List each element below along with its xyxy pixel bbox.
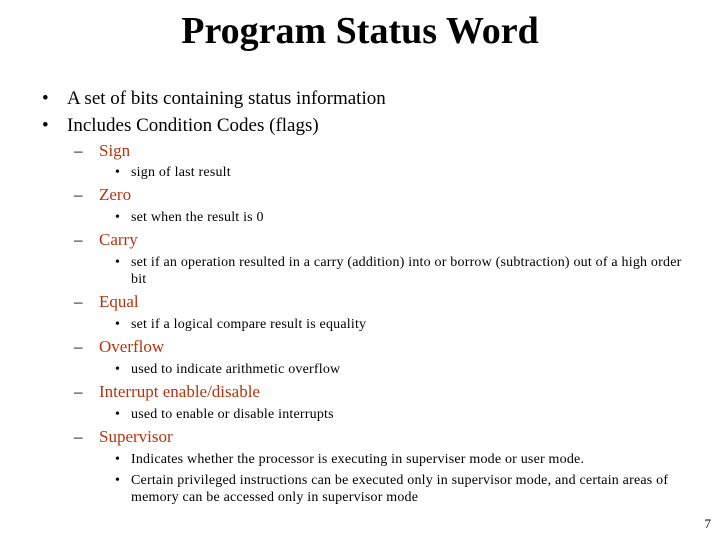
dash-icon: – [74,427,83,446]
bullet-icon: • [115,255,121,270]
flag-detail [115,451,685,468]
flag-item-supervisor [74,427,173,447]
bullet-icon: • [115,452,121,467]
dash-icon: – [74,292,83,311]
flag-detail-text: set if a logical compare result is equality [131,317,367,332]
dash-icon: – [74,382,83,401]
flag-item-carry [74,230,138,250]
flag-detail [115,316,685,333]
flag-detail-text: set when the result is 0 [131,210,264,225]
bullet-item [42,88,386,110]
flag-detail [115,361,685,378]
dash-icon: – [74,337,83,356]
flag-item-equal [74,292,139,312]
flag-name: Interrupt enable/disable [99,382,260,401]
bullet-icon: • [42,88,49,109]
bullet-icon: • [115,210,121,225]
bullet-icon: • [42,115,49,136]
flag-detail-text: used to enable or disable interrupts [131,407,334,422]
flag-name: Supervisor [99,427,173,446]
bullet-icon: • [115,407,121,422]
dash-icon: – [74,185,83,204]
dash-icon: – [74,230,83,249]
flag-item-zero [74,185,131,205]
flag-detail-text: Certain privileged instructions can be executed only in supervisor mode, and certain areas of memory can be accessed only in supervisor mode [131,473,669,505]
dash-icon: – [74,141,83,160]
flag-detail [115,209,685,226]
flag-name: Equal [99,292,139,311]
flag-detail [115,164,685,181]
flag-name: Overflow [99,337,165,356]
bullet-icon: • [115,362,121,377]
flag-detail-text: set if an operation resulted in a carry (addition) into or borrow (subtraction) out of a high order bit [131,255,682,287]
bullet-item [42,115,319,137]
flag-item-overflow [74,337,164,357]
flag-item-interrupt [74,382,260,402]
bullet-icon: • [115,165,121,180]
bullet-icon: • [115,317,121,332]
slide-title: Program Status Word [181,10,539,52]
flag-name: Zero [99,185,132,204]
flag-detail-text: sign of last result [131,165,231,180]
flag-detail [115,472,685,506]
flag-name: Carry [99,230,138,249]
bullet-icon: • [115,473,121,488]
bullet-text: Includes Condition Codes (flags) [67,115,319,136]
flag-detail [115,254,685,288]
page-number: 7 [704,516,711,531]
flag-item-sign [74,141,130,161]
flag-detail [115,406,685,423]
flag-detail-text: Indicates whether the processor is executing in superviser mode or user mode. [131,452,585,467]
flag-detail-text: used to indicate arithmetic overflow [131,362,341,377]
bullet-text: A set of bits containing status information [67,88,386,109]
flag-name: Sign [99,141,131,160]
